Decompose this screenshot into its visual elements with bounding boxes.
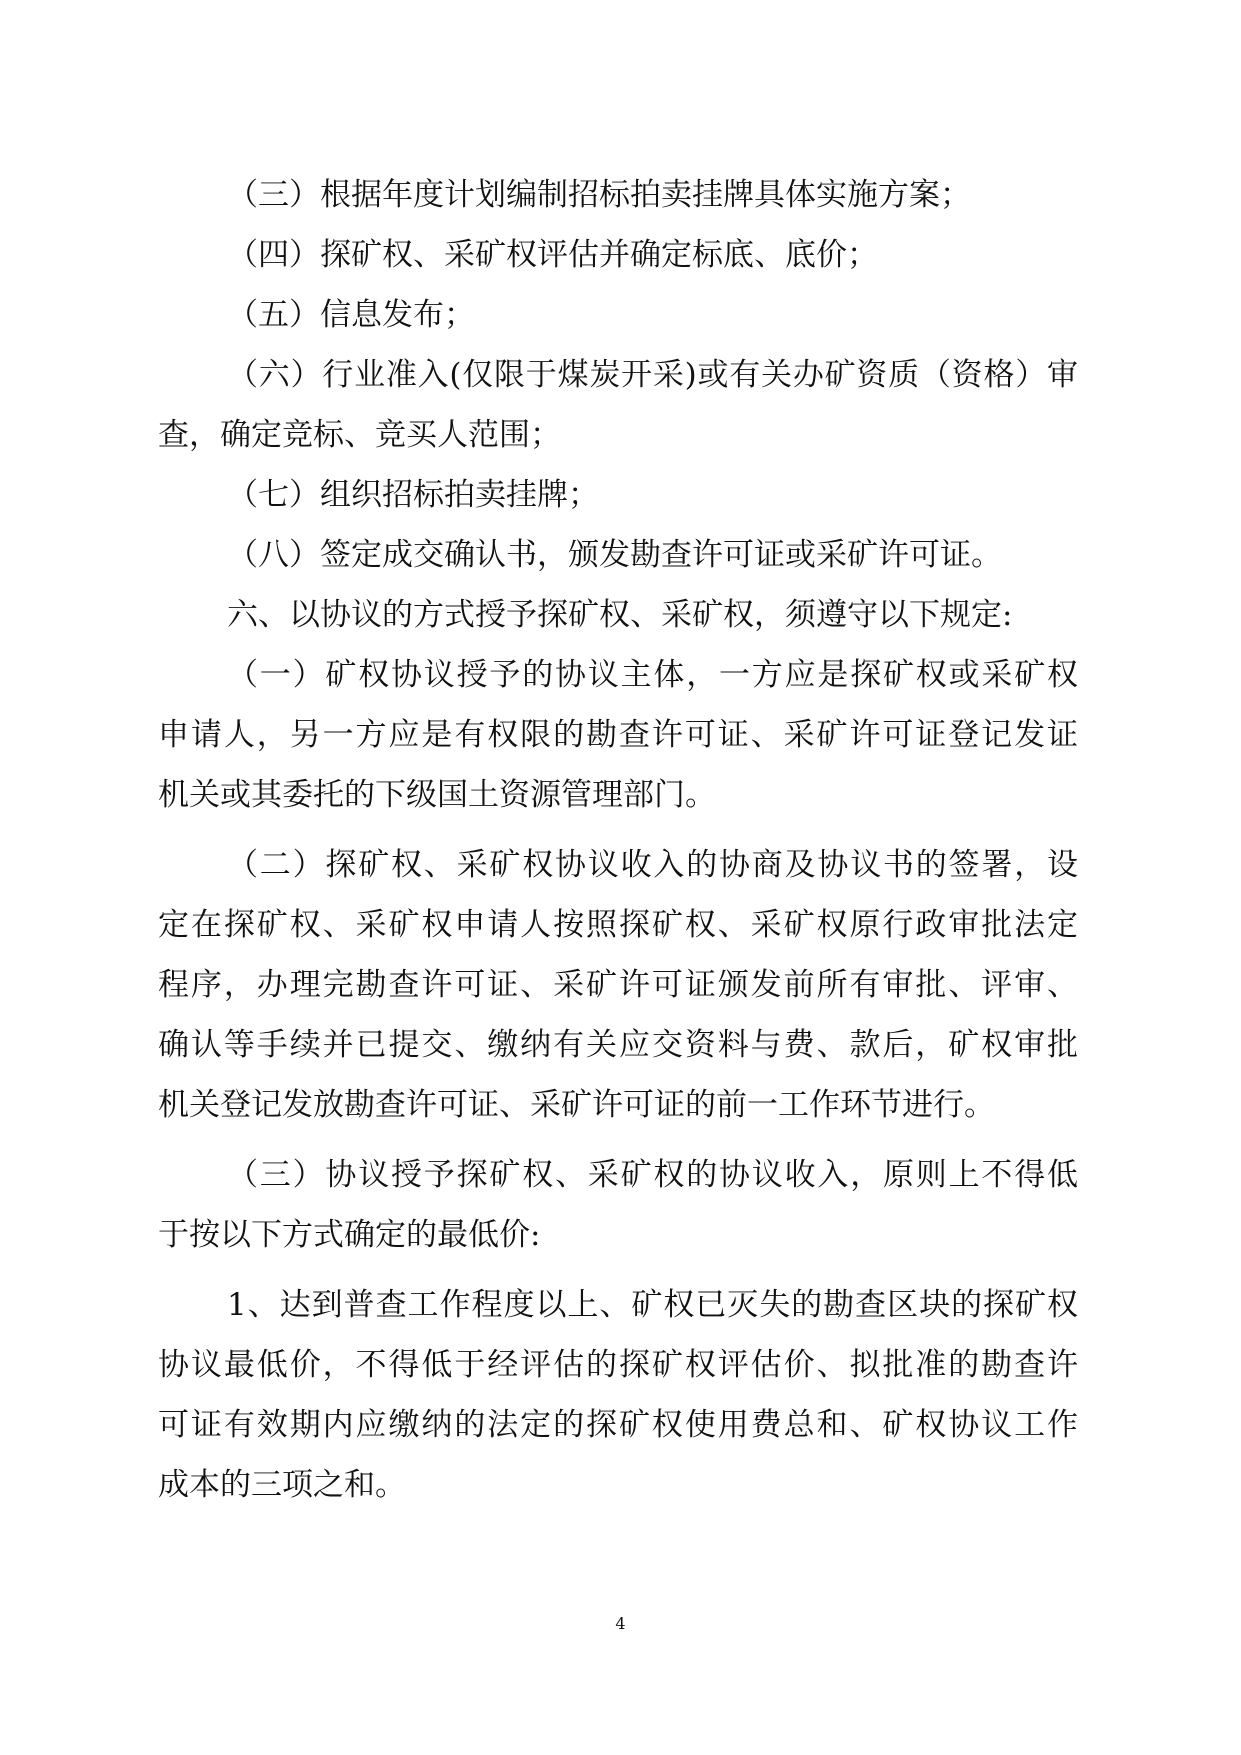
text-line: 机关或其委托的下级国土资源管理部门。 bbox=[158, 777, 716, 813]
text-line: （八）签定成交确认书，颁发勘查许可证或采矿许可证。 bbox=[227, 537, 1002, 573]
text-line: （二）探矿权、采矿权协议收入的协商及协议书的签署，设 bbox=[227, 847, 1078, 883]
section-heading: 六、以协议的方式授予探矿权、采矿权，须遵守以下规定: bbox=[227, 597, 1013, 633]
text-line: 申请人，另一方应是有权限的勘查许可证、采矿许可证登记发证 bbox=[158, 717, 1078, 753]
text-line: （三）根据年度计划编制招标拍卖挂牌具体实施方案； bbox=[227, 177, 971, 213]
text-line: （五）信息发布； bbox=[227, 297, 475, 333]
text-line: 定在探矿权、采矿权申请人按照探矿权、采矿权原行政审批法定 bbox=[158, 907, 1078, 943]
text-line: （六）行业准入(仅限于煤炭开采)或有关办矿资质（资格）审 bbox=[227, 357, 1078, 393]
text-line: 机关登记发放勘查许可证、采矿许可证的前一工作环节进行。 bbox=[158, 1087, 995, 1123]
text-line: 1、达到普查工作程度以上、矿权已灭失的勘查区块的探矿权 bbox=[227, 1287, 1078, 1323]
text-line: 程序，办理完勘查许可证、采矿许可证颁发前所有审批、评审、 bbox=[158, 967, 1078, 1003]
text-line: 可证有效期内应缴纳的法定的探矿权使用费总和、矿权协议工作 bbox=[158, 1407, 1078, 1443]
text-line: （一）矿权协议授予的协议主体，一方应是探矿权或采矿权 bbox=[227, 657, 1078, 693]
text-line: 成本的三项之和。 bbox=[158, 1467, 406, 1503]
text-line: 于按以下方式确定的最低价: bbox=[158, 1217, 541, 1253]
text-line: 确认等手续并已提交、缴纳有关应交资料与费、款后，矿权审批 bbox=[158, 1027, 1078, 1063]
text-line: （三）协议授予探矿权、采矿权的协议收入，原则上不得低 bbox=[227, 1157, 1078, 1193]
text-line: （七）组织招标拍卖挂牌； bbox=[227, 477, 599, 513]
text-line: 协议最低价，不得低于经评估的探矿权评估价、拟批准的勘查许 bbox=[158, 1347, 1078, 1383]
text-line: 查，确定竞标、竞买人范围； bbox=[158, 417, 561, 453]
page-number: 4 bbox=[615, 1614, 626, 1633]
text-line: （四）探矿权、采矿权评估并确定标底、底价； bbox=[227, 237, 878, 273]
